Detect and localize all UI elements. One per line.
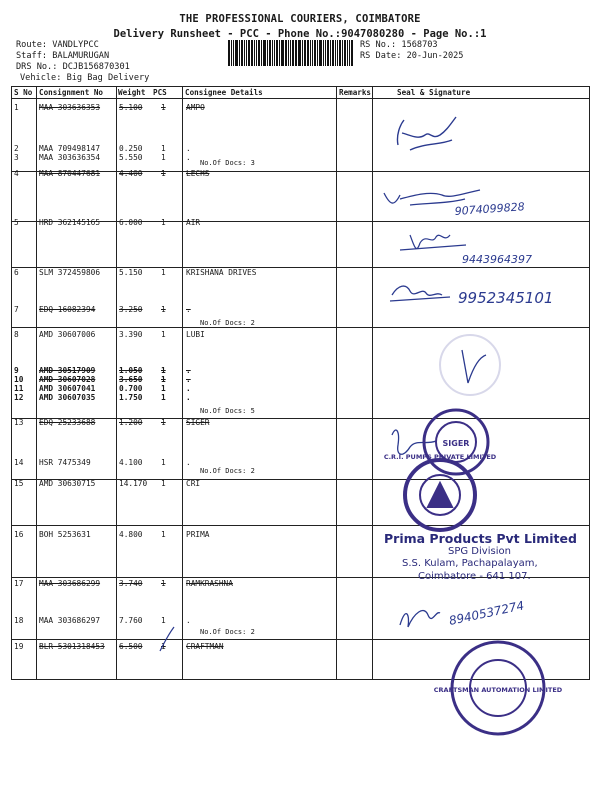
row-sno: 17 [14,579,24,588]
signature-4 [390,286,450,301]
row-consignment-no: AMD 30630715 [39,479,96,488]
row-weight: 5.150 [119,268,143,277]
barcode-bar [298,40,301,66]
row-pcs: 1 [161,384,166,393]
row-pcs: 1 [161,305,166,314]
row-consignment-no: AMD 30607041 [39,384,96,393]
barcode [228,40,354,66]
route-field: Route: VANDLYPCC [16,40,99,50]
doc-count: No.Of Docs: 2 [200,628,255,636]
row-consignee: . [186,144,191,153]
row-weight: 4.100 [119,458,143,467]
barcode-bar [274,40,275,66]
row-pcs: 1 [161,393,166,402]
runsheet-subtitle: Delivery Runsheet - PCC - Phone No.:9047080280 - Page No.:1 [113,28,487,40]
row-pcs: 1 [161,642,166,651]
barcode-bar [307,40,309,66]
row-consignment-no: EDQ 25233688 [39,418,96,427]
rs-date: RS Date: 20-Jun-2025 [360,51,464,61]
barcode-bar [332,40,334,66]
row-weight: 6.500 [119,642,143,651]
barcode-bar [295,40,296,66]
row-pcs: 1 [161,530,166,539]
drs-field: DRS No.: DCJB156870301 [16,62,130,72]
col-header-weight: Weight [118,88,146,97]
row-sno: 14 [14,458,24,467]
barcode-bar [272,40,273,66]
phone-1: 9074099828 [454,200,526,218]
signature-area [370,95,600,695]
barcode-bar [256,40,257,66]
barcode-bar [269,40,271,66]
barcode-bar [241,40,243,66]
barcode-bar [251,40,254,66]
row-consignee: AMPO [186,103,205,112]
row-sno: 3 [14,153,19,162]
row-sno: 1 [14,103,19,112]
row-consignee: CRI [186,479,201,488]
row-consignee: . [186,153,191,162]
row-consignment-no: AMD 30607035 [39,393,96,402]
row-weight: 5.100 [119,103,143,112]
row-consignment-no: EDQ 16082394 [39,305,96,314]
barcode-bar [279,40,280,66]
row-pcs: 1 [161,479,166,488]
row-sno: 18 [14,616,24,625]
row-consignment-no: MAA 303686297 [39,616,101,625]
barcode-bar [310,40,311,66]
doc-count: No.Of Docs: 2 [200,319,255,327]
phone-2: 9443964397 [462,253,532,266]
row-consignee: . [186,616,191,625]
row-sno: 7 [14,305,19,314]
barcode-bar [337,40,338,66]
row-consignment-no: HRD 362145165 [39,218,101,227]
row-consignee: . [186,305,191,314]
barcode-bar [351,40,353,66]
row-weight: 3.390 [119,330,143,339]
row-pcs: 1 [161,616,166,625]
row-pcs: 1 [161,579,166,588]
row-consignee: SIGER [186,418,210,427]
prima-stamp-line4: Coimbatore - 641 107. [418,571,531,582]
row-consignment-no: SLM 372459806 [39,268,101,277]
row-consignment-no: MAA 303686299 [39,579,101,588]
barcode-bar [323,40,324,66]
barcode-bar [292,40,294,66]
doc-count: No.Of Docs: 5 [200,407,255,415]
barcode-bar [233,40,234,66]
row-consignee: LUBI [186,330,205,339]
barcode-bar [263,40,266,66]
row-consignee: RAMKRASHNA [186,579,233,588]
barcode-bar [281,40,284,66]
barcode-bar [314,40,316,66]
barcode-bar [327,40,329,66]
row-weight: 3.740 [119,579,143,588]
barcode-bar [302,40,303,66]
row-sno: 19 [14,642,24,651]
col-header-consignment: Consignment No [39,88,104,97]
barcode-bar [339,40,342,66]
row-weight: 3.250 [119,305,143,314]
barcode-bar [267,40,268,66]
signature-3 [400,235,466,250]
doc-count: No.Of Docs: 2 [200,467,255,475]
barcode-bar [244,40,245,66]
barcode-bar [304,40,306,66]
row-consignee: LECHS [186,169,210,178]
barcode-bar [261,40,262,66]
row-consignee: . [186,375,191,384]
row-sno: 12 [14,393,24,402]
prima-stamp-line2: SPG Division [448,546,511,557]
barcode-bar [288,40,289,66]
prima-stamp-line1: Prima Products Pvt Limited [384,531,577,546]
barcode-bar [290,40,291,66]
row-weight: 5.550 [119,153,143,162]
row-consignee: . [186,366,191,375]
barcode-bar [246,40,247,66]
row-pcs: 1 [161,375,166,384]
craftsman-stamp [434,642,563,734]
barcode-bar [231,40,232,66]
row-consignment-no: HSR 7475349 [39,458,91,467]
row-pcs: 1 [161,144,166,153]
stamp-2-text: C.R.I. PUMPS PRIVATE LIMITED [383,453,497,461]
row-consignment-no: AMD 30607028 [39,375,96,384]
barcode-bar [312,40,313,66]
barcode-bar [228,40,230,66]
row-weight: 0.700 [119,384,143,393]
row-consignee: . [186,458,191,467]
row-consignee: KRISHANA DRIVES [186,268,257,277]
row-pcs: 1 [161,366,166,375]
signature-1 [397,117,456,150]
signature-2 [384,190,480,205]
row-sno: 9 [14,366,19,375]
row-sno: 16 [14,530,24,539]
col-header-remarks: Remarks [339,88,372,97]
row-weight: 1.750 [119,393,143,402]
barcode-bar [317,40,318,66]
barcode-bar [349,40,350,66]
row-consignment-no: AMD 30517909 [39,366,96,375]
col-header-sno: S No [14,88,33,97]
row-weight: 7.760 [119,616,143,625]
rs-number: RS No.: 1568703 [360,40,438,50]
col-header-pcs: PCS [153,88,167,97]
stamp-3-text: CRAFTSMAN AUTOMATION LIMITED [433,686,563,694]
row-pcs: 1 [161,330,166,339]
barcode-bar [258,40,260,66]
row-consignee: PRIMA [186,530,210,539]
row-pcs: 1 [161,218,166,227]
row-weight: 3.650 [119,375,143,384]
row-pcs: 1 [161,153,166,162]
row-weight: 14.170 [119,479,148,488]
barcode-bar [342,40,343,66]
barcode-bar [347,40,348,66]
row-pcs: 1 [161,458,166,467]
barcode-bar [285,40,287,66]
row-weight: 6.000 [119,218,143,227]
row-pcs: 1 [161,169,166,178]
row-pcs: 1 [161,268,166,277]
row-consignment-no: MAA 303636354 [39,153,101,162]
phone-3: 9952345101 [458,289,554,307]
barcode-bar [319,40,322,66]
row-consignment-no: MAA 303636353 [39,103,101,112]
signature-6 [392,430,436,454]
doc-count: No.Of Docs: 3 [200,159,255,167]
row-consignment-no: MAA 870447681 [39,169,101,178]
prima-stamp-line3: S.S. Kulam, Pachapalayam, [402,558,538,569]
row-weight: 4.800 [119,530,143,539]
row-consignment-no: BLR 5301318453 [39,642,105,651]
row-weight: 0.250 [119,144,143,153]
signature-5 [440,335,500,395]
barcode-bar [344,40,346,66]
row-sno: 6 [14,268,19,277]
col-header-seal: Seal & Signature [397,88,471,97]
row-sno: 5 [14,218,19,227]
barcode-bar [335,40,336,66]
barcode-bar [254,40,255,66]
barcode-bar [235,40,238,66]
barcode-bar [239,40,240,66]
stamp-1-text: SIGER [442,439,470,448]
row-sno: 8 [14,330,19,339]
row-sno: 13 [14,418,24,427]
phone-4: 8940537274 [447,598,526,628]
col-header-consignee: Consignee Details [185,88,263,97]
runsheet-title: THE PROFESSIONAL COURIERS, COIMBATORE [179,13,421,25]
staff-field: Staff: BALAMURUGAN [16,51,110,61]
row-weight: 4.400 [119,169,143,178]
vehicle-field: Vehicle: Big Bag Delivery [20,73,150,83]
row-consignee: . [186,393,191,402]
tick-mark [150,625,180,655]
row-sno: 15 [14,479,24,488]
row-consignee: CRAFTMAN [186,642,224,651]
barcode-bar [276,40,278,66]
row-weight: 1.050 [119,366,143,375]
row-sno: 11 [14,384,24,393]
row-pcs: 1 [161,418,166,427]
row-consignment-no: AMD 30607006 [39,330,96,339]
barcode-bar [248,40,250,66]
signature-7 [400,611,440,627]
barcode-bar [296,40,297,66]
row-sno: 10 [14,375,24,384]
barcode-bar [325,40,326,66]
row-consignee: . [186,384,191,393]
row-consignment-no: BOH 5253631 [39,530,91,539]
row-consignee: AIR [186,218,201,227]
row-pcs: 1 [161,103,166,112]
row-sno: 2 [14,144,19,153]
barcode-bar [330,40,331,66]
row-weight: 1.200 [119,418,143,427]
row-sno: 4 [14,169,19,178]
row-consignment-no: MAA 709498147 [39,144,101,153]
